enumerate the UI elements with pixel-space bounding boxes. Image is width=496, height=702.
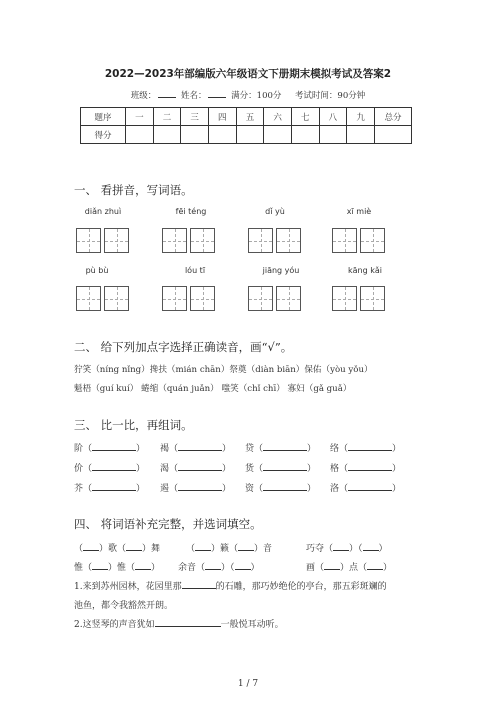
writing-box[interactable] [76,228,101,253]
compare-char: 阶 [74,444,84,454]
compare-char: 格 [330,464,340,474]
idiom-text: ） [151,563,161,573]
score-cell[interactable] [181,126,209,144]
full-score: 满分：100分 [231,91,282,101]
answer-blank[interactable] [178,482,222,491]
compare-char: 络 [330,444,340,454]
question-text: 1.来到苏州园林，花园里那 [74,582,182,592]
answer-blank[interactable] [92,442,136,451]
fill-blank[interactable] [182,580,216,589]
section3-heading: 三、 比一比，再组词。 [74,418,193,432]
idiom-blank[interactable] [92,561,108,570]
writing-box[interactable] [360,228,385,253]
exam-info [0,89,496,101]
compare-char: 资 [245,484,255,494]
writing-box[interactable] [162,286,187,311]
question-text: 一般悦耳动听。 [220,620,284,630]
writing-box[interactable] [332,228,357,253]
writing-box[interactable] [76,286,101,311]
writing-box[interactable] [162,228,187,253]
idiom-text: ）（ [221,563,235,573]
idiom-item [74,541,160,554]
score-cell[interactable] [236,126,264,144]
question-text: 的石雕，那巧妙绝伦的亭台，那五彩斑斓的 [215,582,387,592]
page-title: 2022—2023年部编版六年级语文下册期末模拟考试及答案2 [104,68,392,80]
compare-char: 货 [245,464,255,474]
score-header-cell: 一 [126,108,154,126]
compare-row: 货（ ） [245,464,317,474]
idiom-blank[interactable] [324,561,340,570]
pinyin-label: dǐ yù [265,207,285,216]
idiom-item [186,541,272,554]
answer-blank[interactable] [348,482,392,491]
score-cell[interactable] [264,126,292,144]
question-1 [74,579,387,592]
score-header-cell: 八 [319,108,347,126]
idiom-item [306,560,392,573]
writing-box[interactable] [248,228,273,253]
idiom-item [306,541,388,554]
pinyin-label: fēi téng [175,207,207,216]
idiom-text: 巧夺（ [306,544,334,554]
answer-blank[interactable] [178,442,222,451]
score-header-cell: 二 [153,108,181,126]
score-cell[interactable] [126,126,154,144]
score-cell[interactable] [319,126,347,144]
idiom-blank[interactable] [367,561,383,570]
pinyin-label: pù bù [85,266,109,275]
score-cell[interactable] [375,126,412,144]
pinyin-label: jiāng yóu [262,266,300,275]
section1-heading: 一、 看拼音，写词语。 [74,183,193,197]
question-text: 2.这竖琴的声音犹如 [74,620,155,630]
score-header-cell: 九 [347,108,375,126]
answer-blank[interactable] [263,482,307,491]
reading-line-2: 魁梧（guí kuí） 蜷缩（quán juǎn） 嗤笑（chǐ chī） 寡妇（gǎ guǎ） [74,384,352,394]
idiom-text: ）舞 [142,544,161,554]
compare-row: 贷（ ） [245,444,317,454]
compare-char: 贷 [245,444,255,454]
idiom-text: ）惟（ [108,563,136,573]
idiom-text: ） [250,563,260,573]
class-label: 班级： [130,91,157,101]
compare-row: 资（ ） [245,484,317,494]
idiom-text: 惟（ [74,563,93,573]
writing-box[interactable] [276,228,301,253]
score-table [80,107,412,144]
idiom-text: 余音（ [178,563,206,573]
idiom-text: 画（ [306,563,325,573]
writing-box[interactable] [276,286,301,311]
answer-blank[interactable] [263,442,307,451]
score-header-cell: 题序 [81,108,126,126]
compare-row: 洛（ ） [330,484,402,494]
compare-row: 遏（ ） [160,484,232,494]
writing-box[interactable] [360,286,385,311]
compare-row: 渴（ ） [160,464,232,474]
question-1-cont: 池鱼，都令我豁然开朗。 [74,601,174,611]
answer-blank[interactable] [348,442,392,451]
compare-row: 价（ ） [74,464,146,474]
name-blank[interactable] [208,89,226,98]
name-label: 姓名： [180,91,207,101]
answer-blank[interactable] [348,462,392,471]
idiom-blank[interactable] [205,561,221,570]
compare-char: 渴 [160,464,170,474]
idiom-blank[interactable] [333,542,349,551]
reading-line-1: 狞笑（níng nǐng）搀扶（mián chān）祭奠（diàn biān）保佑（yòu yǒu） [74,365,373,375]
score-cell[interactable] [208,126,236,144]
question-2 [74,617,284,630]
section2-heading: 二、 给下列加点字选择正确读音，画“√”。 [74,340,293,354]
idiom-item [178,560,260,573]
page-number: 1 / 7 [237,679,259,689]
writing-box[interactable] [104,228,129,253]
fill-blank[interactable] [155,618,221,627]
pinyin-label: kāng kǎi [348,266,382,275]
idiom-blank[interactable] [235,561,251,570]
idiom-blank[interactable] [135,561,151,570]
writing-box[interactable] [190,228,215,253]
score-cell[interactable] [347,126,375,144]
section4-heading: 四、 将词语补充完整，并选词填空。 [74,517,262,531]
writing-box[interactable] [104,286,129,311]
score-header-cell: 五 [236,108,264,126]
idiom-text: ） [378,544,388,554]
idiom-text: ）点（ [340,563,368,573]
pinyin-label: lóu tī [184,266,206,275]
idiom-text: ） [383,563,393,573]
compare-char: 洛 [330,484,340,494]
idiom-text: （ [186,544,196,554]
idiom-blank[interactable] [363,542,379,551]
answer-blank[interactable] [92,462,136,471]
score-cell[interactable] [153,126,181,144]
compare-row: 芥（ ） [74,484,146,494]
score-row-label: 得分 [81,126,126,144]
score-row [81,126,412,144]
compare-row: 格（ ） [330,464,402,474]
answer-blank[interactable] [178,462,222,471]
exam-time: 考试时间：90分钟 [294,91,366,101]
compare-row: 络（ ） [330,444,402,454]
idiom-text: ）音 [254,544,273,554]
score-header-cell: 六 [264,108,292,126]
score-header-cell: 总分 [375,108,412,126]
compare-char: 芥 [74,484,84,494]
idiom-blank[interactable] [238,542,254,551]
class-blank[interactable] [158,89,176,98]
writing-box[interactable] [332,286,357,311]
writing-box[interactable] [248,286,273,311]
score-cell[interactable] [291,126,319,144]
compare-char: 价 [74,464,84,474]
answer-blank[interactable] [92,482,136,491]
idiom-text: ）籁（ [211,544,239,554]
idiom-blank[interactable] [195,542,211,551]
idiom-blank[interactable] [83,542,99,551]
idiom-text: ）（ [349,544,363,554]
score-header-cell: 三 [181,108,209,126]
writing-box[interactable] [190,286,215,311]
idiom-text: ）歌（ [99,544,127,554]
idiom-blank[interactable] [126,542,142,551]
score-header-row [81,108,412,126]
compare-char: 遏 [160,484,170,494]
score-header-cell: 七 [291,108,319,126]
compare-row: 阶（ ） [74,444,146,454]
answer-blank[interactable] [263,462,307,471]
compare-row: 褐（ ） [160,444,232,454]
idiom-text: （ [74,544,84,554]
score-header-cell: 四 [208,108,236,126]
compare-char: 褐 [160,444,170,454]
idiom-item [74,560,160,573]
pinyin-label: xī miè [346,207,372,216]
pinyin-label: diǎn zhuì [84,207,122,216]
